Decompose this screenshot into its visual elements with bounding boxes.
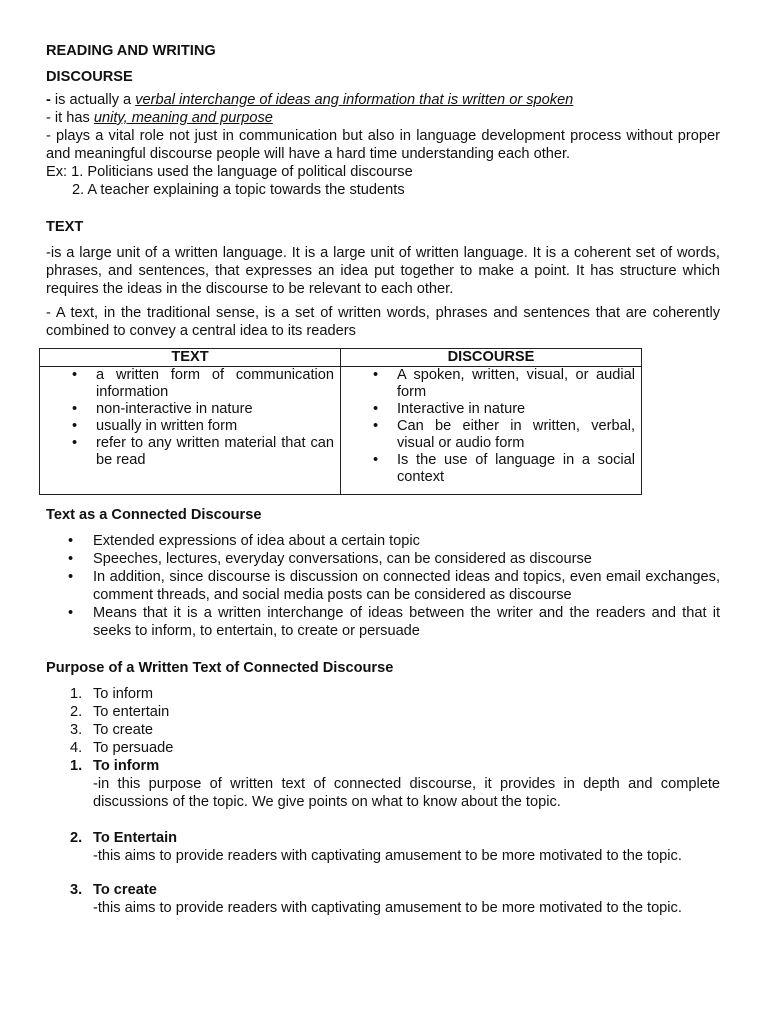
connected-heading: Text as a Connected Discourse xyxy=(46,507,262,523)
table-cell-text xyxy=(40,367,341,495)
unity-emphasis: unity, meaning and purpose xyxy=(93,110,273,126)
discourse-example-1: Ex: 1. Politicians used the language of political discourse xyxy=(46,164,413,180)
detail-description: -this aims to provide readers with captivating amusement to be more motivated to the topic. xyxy=(93,848,682,864)
item-text: To create xyxy=(93,722,154,738)
unity-lead: - it has xyxy=(46,110,94,126)
purpose-detail-inform xyxy=(46,757,720,811)
definition-emphasis: verbal interchange of ideas ang information that is written or spoken xyxy=(135,92,574,108)
text-bullet-item: • usually in written form xyxy=(46,418,334,435)
definition-lead: is actually a xyxy=(54,92,136,108)
comparison-table xyxy=(39,348,642,495)
item-text: To inform xyxy=(93,686,154,702)
list-item: • In addition, since discourse is discussion on connected ideas and topics, even email exchanges, comment threads, and social media posts can be considered as discourse xyxy=(46,568,720,604)
discourse-example-2: 2. A teacher explaining a topic towards the students xyxy=(72,182,405,198)
list-item: • Extended expressions of idea about a certain topic xyxy=(46,532,720,550)
list-item xyxy=(46,703,720,721)
detail-title: To Entertain xyxy=(93,830,178,846)
item-number: 2. xyxy=(70,704,83,720)
purpose-heading: Purpose of a Written Text of Connected Discourse xyxy=(46,660,394,676)
discourse-bullet-item: • Interactive in nature xyxy=(347,401,635,418)
detail-number: 2. xyxy=(70,830,83,846)
table-cell-discourse xyxy=(341,367,642,495)
text-bullet-item: • refer to any written material that can be read xyxy=(46,435,334,469)
discourse-definition xyxy=(46,91,720,109)
definition-dash: - xyxy=(46,92,55,108)
purpose-detail-create xyxy=(46,881,720,917)
purpose-list xyxy=(46,685,720,757)
document-title: READING AND WRITING xyxy=(46,43,216,59)
item-number: 1. xyxy=(70,686,83,702)
detail-title: To create xyxy=(93,882,157,898)
discourse-unity xyxy=(46,109,720,127)
text-heading: TEXT xyxy=(46,219,84,235)
list-item: • Speeches, lectures, everyday conversations, can be considered as discourse xyxy=(46,550,720,568)
detail-number: 3. xyxy=(70,882,83,898)
text-paragraph-2: - A text, in the traditional sense, is a set of written words, phrases and sentences that are coherently combined to convey a central idea to its readers xyxy=(46,305,720,339)
text-bullet-item: • non-interactive in nature xyxy=(46,401,334,418)
item-text: To entertain xyxy=(93,704,170,720)
list-item: • Means that it is a written interchange of ideas between the writer and the readers and that it seeks to inform, to entertain, to create or persuade xyxy=(46,604,720,640)
detail-title: To inform xyxy=(93,758,160,774)
detail-description: -this aims to provide readers with captivating amusement to be more motivated to the topic. xyxy=(93,900,682,916)
discourse-bullet-item: • Is the use of language in a social context xyxy=(347,452,635,486)
discourse-heading: DISCOURSE xyxy=(46,69,133,85)
detail-description: -in this purpose of written text of connected discourse, it provides in depth and complete discussions of the topic. We give points on what to know about the topic. xyxy=(93,776,720,810)
item-number: 3. xyxy=(70,722,83,738)
table-header-text: TEXT xyxy=(40,349,341,367)
text-bullet-item: • a written form of communication information xyxy=(46,367,334,401)
list-item xyxy=(46,739,720,757)
item-text: To persuade xyxy=(93,740,174,756)
item-number: 4. xyxy=(70,740,83,756)
purpose-detail-entertain xyxy=(46,829,720,865)
list-item xyxy=(46,721,720,739)
discourse-bullet-item: • A spoken, written, visual, or audial form xyxy=(347,367,635,401)
discourse-bullet-item: • Can be either in written, verbal, visual or audio form xyxy=(347,418,635,452)
detail-number: 1. xyxy=(70,758,83,774)
text-paragraph-1: -is a large unit of a written language. It is a large unit of written language. It is a coherent set of words, phrases, and sentences, that expresses an idea put together to make a point. It has structure which requires the ideas in the discourse to be relevant to each other. xyxy=(46,245,720,297)
connected-list xyxy=(46,532,720,640)
list-item xyxy=(46,685,720,703)
table-header-discourse: DISCOURSE xyxy=(341,349,642,367)
discourse-role: - plays a vital role not just in communication but also in language development process without proper and meaningful discourse people will have a hard time understanding each other. xyxy=(46,128,720,162)
document xyxy=(46,42,720,917)
